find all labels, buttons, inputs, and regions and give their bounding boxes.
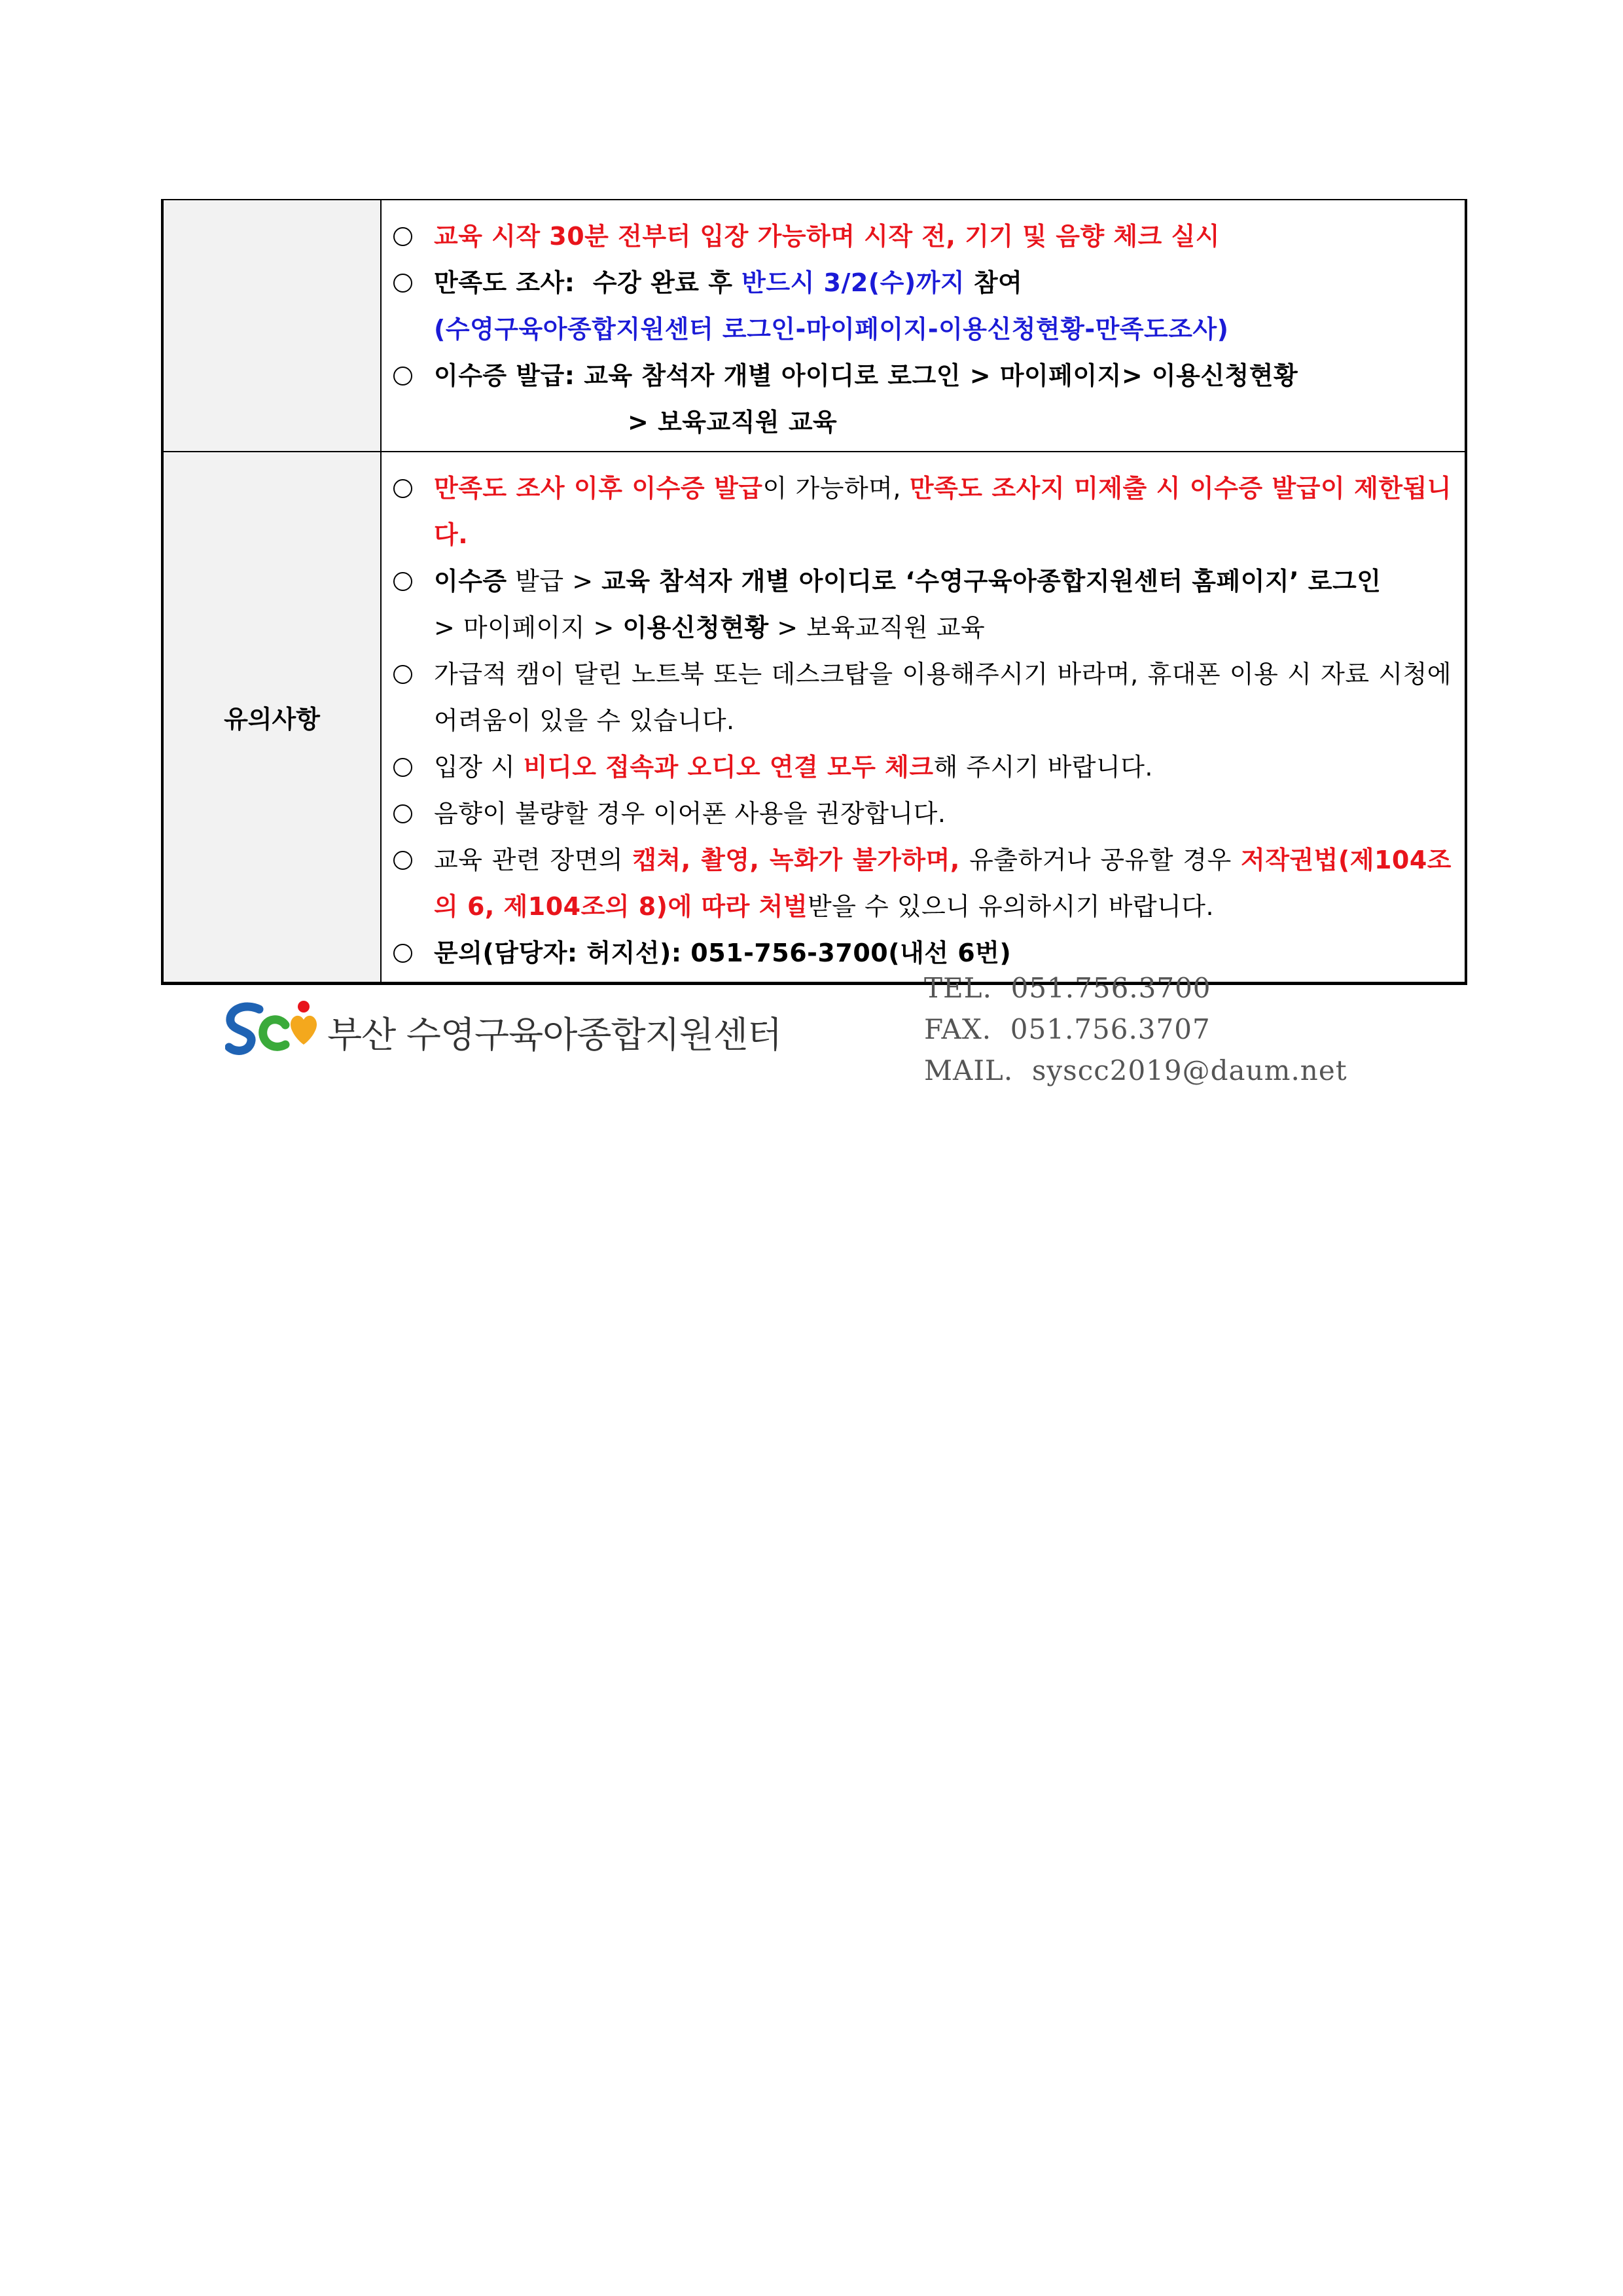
note-text: 유출하거나 공유할 경우 — [959, 846, 1241, 874]
row-label-empty — [162, 200, 381, 452]
note-text: 교육 관련 장면의 — [434, 846, 633, 874]
list-item — [393, 651, 1452, 744]
row-label-notes: 유의사항 — [162, 452, 381, 984]
note-text: 저작권법(제104조의 6, 제104조의 8)에 따라 처벌 — [434, 846, 1452, 921]
bullet-circle-icon — [393, 665, 412, 684]
row-content — [381, 452, 1466, 984]
list-item — [393, 558, 1452, 651]
entry-time-note: 교육 시작 30분 전부터 입장 가능하며 시작 전, 기기 및 음향 체크 실시 — [434, 222, 1220, 251]
survey-label: 만족도 조사: 수강 완료 후 — [434, 268, 742, 297]
survey-path: (수영구육아종합지원센터 로그인-마이페이지-이용신청현황-만족도조사) — [434, 315, 1229, 344]
contact-tel: TEL. 051.756.3700 — [924, 972, 1211, 1004]
note-text: 이 가능하며, — [762, 474, 910, 503]
list-item — [393, 791, 1452, 837]
table-row — [162, 200, 1466, 452]
center-logo-icon — [225, 999, 317, 1064]
note-text: 비디오 접속과 오디오 연결 모두 체크 — [523, 753, 934, 781]
certificate-path-cont: > 보육교직원 교육 — [628, 408, 838, 437]
list-item — [393, 353, 1452, 446]
contact-mail: MAIL. syscc2019@daum.net — [924, 1054, 1347, 1086]
note-text: > 마이페이지 > — [434, 613, 623, 642]
note-text: 이수증 — [434, 567, 507, 596]
bullet-circle-icon — [393, 227, 412, 246]
bullet-circle-icon — [393, 572, 412, 591]
note-text: 음향이 불량할 경우 이어폰 사용을 권장합니다. — [434, 799, 946, 828]
note-text: 이용신청현황 — [622, 613, 769, 642]
list-item — [393, 744, 1452, 791]
bullet-circle-icon — [393, 479, 412, 498]
bullet-circle-icon — [393, 944, 412, 963]
survey-suffix: 참여 — [965, 268, 1023, 297]
certificate-path: 이수증 발급: 교육 참석자 개별 아이디로 로그인 > 마이페이지> 이용신청현황 — [434, 361, 1298, 390]
contact-fax: FAX. 051.756.3707 — [924, 1013, 1211, 1045]
survey-deadline: 반드시 3/2(수)까지 — [741, 268, 965, 297]
note-text: 입장 시 — [434, 753, 524, 781]
notice-table — [161, 199, 1467, 985]
bullet-circle-icon — [393, 804, 412, 823]
center-logo — [225, 999, 781, 1064]
note-text: > 보육교직원 교육 — [768, 613, 986, 642]
note-text: 해 주시기 바랍니다. — [933, 753, 1153, 781]
bullet-circle-icon — [393, 367, 412, 386]
center-name: 부산 수영구육아종합지원센터 — [327, 1013, 782, 1056]
table-row — [162, 452, 1466, 984]
note-text: 받을 수 있으니 유의하시기 바랍니다. — [808, 892, 1215, 921]
list-item — [393, 260, 1452, 353]
bullet-circle-icon — [393, 274, 412, 293]
bullet-circle-icon — [393, 758, 412, 777]
list-item — [393, 213, 1452, 260]
list-item — [393, 837, 1452, 930]
note-text: 캡쳐, 촬영, 녹화가 불가하며, — [632, 846, 960, 874]
contact-block — [924, 967, 1347, 1091]
note-text: 발급 > — [507, 567, 602, 596]
bullet-circle-icon — [393, 851, 412, 870]
contact-note: 문의(담당자: 허지선): 051-756-3700(내선 6번) — [434, 939, 1012, 967]
note-text: 만족도 조사지 미제출 시 이수증 발급이 제한됩니다. — [434, 474, 1452, 549]
note-text: 교육 참석자 개별 아이디로 ‘수영구육아종합지원센터 홈페이지’ 로그인 — [601, 567, 1382, 596]
row-content — [381, 200, 1466, 452]
note-text: 만족도 조사 이후 이수증 발급 — [434, 474, 763, 503]
list-item — [393, 465, 1452, 558]
note-text: 가급적 캠이 달린 노트북 또는 데스크탑을 이용해주시기 바라며, 휴대폰 이용 시 자료 시청에 어려움이 있을 수 있습니다. — [434, 660, 1452, 735]
